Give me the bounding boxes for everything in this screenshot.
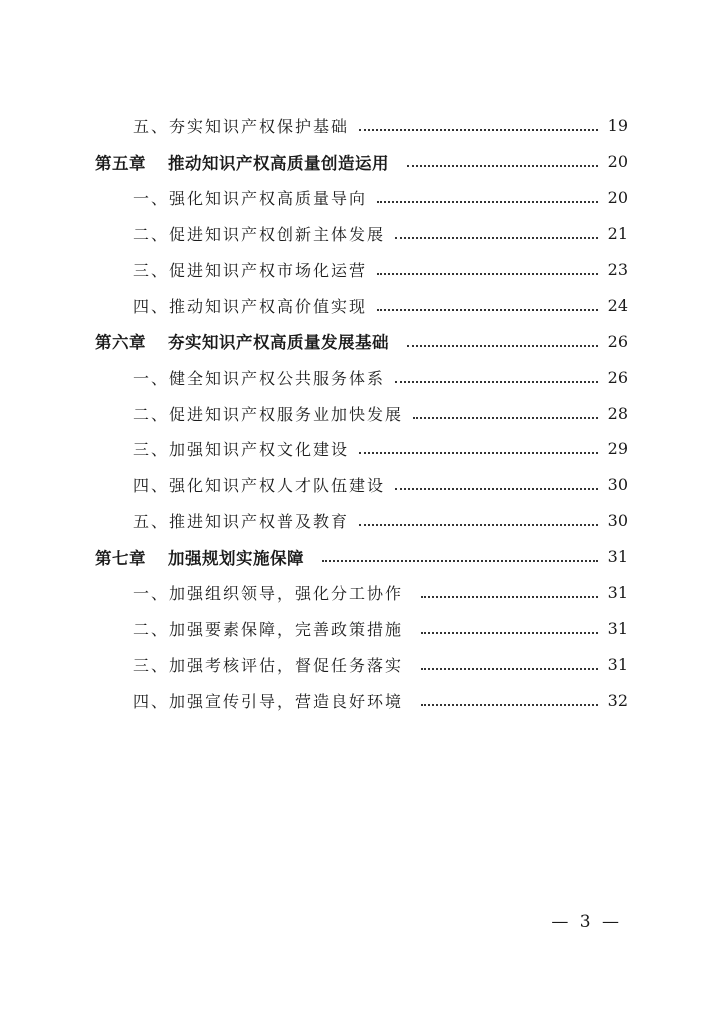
toc-entry[interactable] [0,575,724,611]
toc-entry-label: 四、推动知识产权高价值实现 [133,296,368,316]
toc-page-number: 26 [607,367,628,387]
toc-page-number: 30 [607,475,628,495]
toc-page-number: 32 [607,690,628,710]
toc-entry[interactable] [0,431,724,467]
dot-leader [407,164,598,167]
toc-entry-label: 二、加强要素保障，完善政策措施 [133,619,404,639]
toc-entry[interactable] [0,108,724,144]
dot-leader [359,451,598,454]
dot-leader [359,128,598,131]
dot-leader [413,416,598,419]
page-number-footer: — 3 — [551,912,622,932]
chapter-title: 夯实知识产权高质量发展基础 [168,333,389,353]
toc-page-number: 31 [607,618,628,638]
toc-entry-label: 二、促进知识产权创新主体发展 [133,225,386,245]
toc-page-number: 31 [607,654,628,674]
dot-leader [407,344,598,347]
dot-leader [421,631,598,634]
toc-entry-label: 二、促进知识产权服务业加快发展 [133,404,404,424]
dot-leader [322,559,598,562]
table-of-contents [0,108,724,718]
toc-page-number: 19 [607,116,628,136]
toc-entry-label: 五、推进知识产权普及教育 [133,512,350,532]
dot-leader [395,380,598,383]
toc-entry-label: 一、健全知识产权公共服务体系 [133,368,386,388]
toc-entry-label: 三、加强知识产权文化建设 [133,440,350,460]
dot-leader [377,308,598,311]
toc-chapter-label [95,329,389,353]
dot-leader [395,236,598,239]
toc-chapter[interactable] [0,144,724,180]
toc-entry[interactable] [0,252,724,288]
toc-page-number: 20 [607,188,628,208]
toc-entry[interactable] [0,359,724,395]
toc-entry[interactable] [0,395,724,431]
toc-entry[interactable] [0,467,724,503]
toc-entry[interactable] [0,287,724,323]
toc-page-number: 24 [607,295,628,315]
chapter-title: 推动知识产权高质量创造运用 [168,153,389,173]
toc-page-number: 31 [607,583,628,603]
toc-entry-label: 一、强化知识产权高质量导向 [133,189,368,209]
chapter-number: 第五章 [95,153,146,173]
toc-entry-label: 三、加强考核评估，督促任务落实 [133,655,404,675]
toc-page-number: 26 [607,331,628,351]
toc-chapter[interactable] [0,539,724,575]
dot-leader [421,667,598,670]
toc-chapter-label [95,150,389,174]
toc-entry[interactable] [0,610,724,646]
toc-entry[interactable] [0,646,724,682]
dot-leader [421,595,598,598]
dot-leader [377,200,598,203]
chapter-number: 第六章 [95,333,146,353]
toc-chapter-label [95,545,304,569]
dot-leader [421,703,598,706]
toc-chapter[interactable] [0,323,724,359]
toc-entry-label: 五、夯实知识产权保护基础 [133,117,350,137]
toc-page-number: 20 [607,152,628,172]
chapter-number: 第七章 [95,548,146,568]
toc-entry[interactable] [0,503,724,539]
toc-page-number: 23 [607,260,628,279]
dot-leader [359,523,598,526]
toc-page-number: 21 [607,224,628,244]
toc-entry-label: 三、促进知识产权市场化运营 [133,261,368,280]
toc-page-number: 30 [607,511,628,531]
toc-entry-label: 四、加强宣传引导，营造良好环境 [133,691,404,711]
toc-page-number: 28 [607,403,628,423]
chapter-title: 加强规划实施保障 [168,548,304,568]
toc-entry-label: 一、加强组织领导，强化分工协作 [133,584,404,604]
toc-entry[interactable] [0,682,724,718]
toc-entry-label: 四、强化知识产权人才队伍建设 [133,476,386,496]
toc-page-number: 29 [607,439,628,459]
dot-leader [395,487,598,490]
toc-entry[interactable] [0,216,724,252]
toc-page-number: 31 [607,547,628,567]
dot-leader [377,272,598,275]
toc-entry[interactable] [0,180,724,216]
